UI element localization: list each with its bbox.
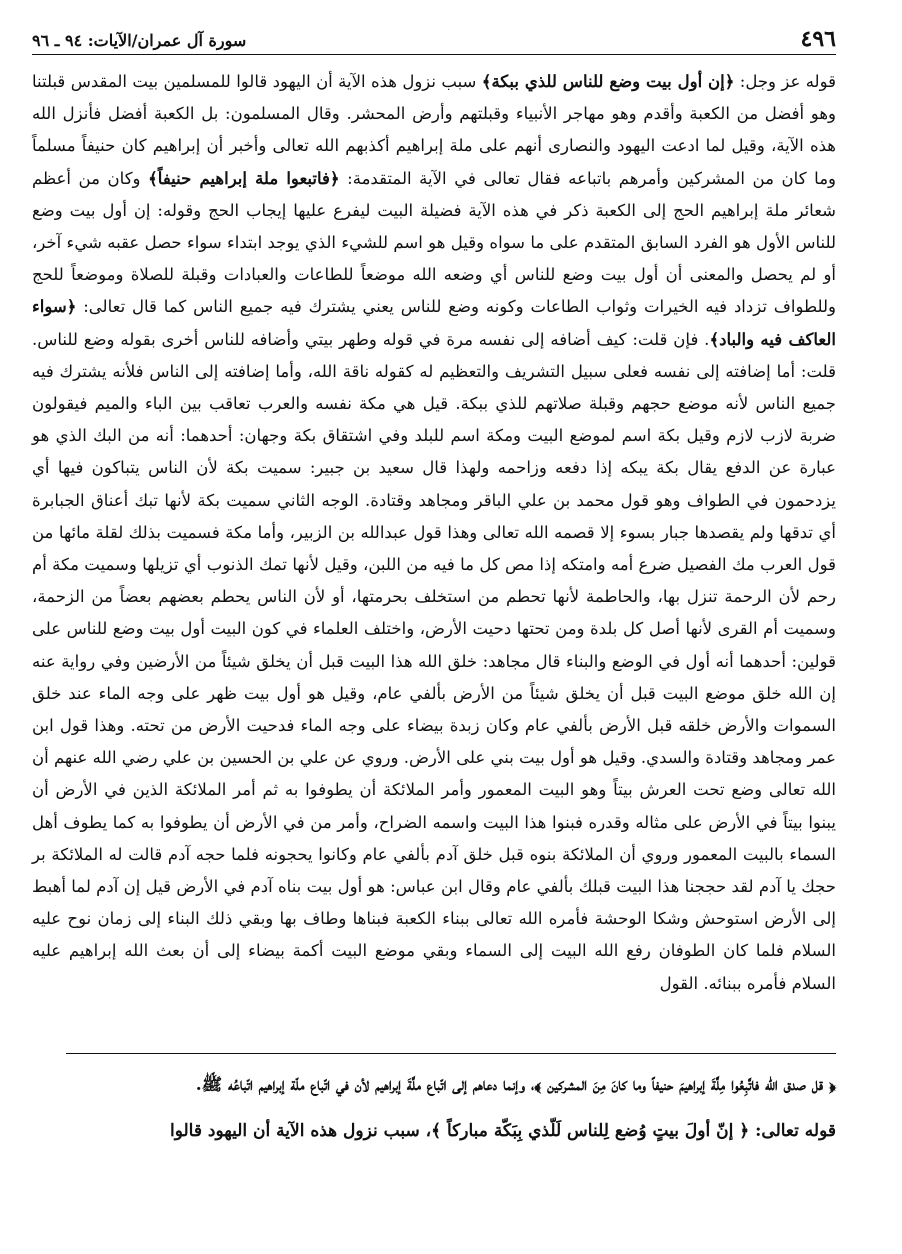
text-run: . فإن قلت: كيف أضافه إلى نفسه مرة في قوله وطهر بيتي وأضافه للناس أخرى بقوله وضع للناس. قلت: أما إضافته إلى نفسه فعلى سبيل التشريف والتعظيم له كقوله ناقة الله، وأما إضافته إلى الناس فلأنه يشترك فيه جميع الناس لأنه موضع حجهم وقبلة صلاتهم للذي ببكة. قيل هي مكة نفسه والعرب تعاقب بين الباء والميم فيقولون ضربة لازب لازم وقيل بكة اسم لموضع البيت ومكة اسم للبلد وفي اشتقاق بكة وجهان: أحدهما: أنه من البك الذي هو عبارة عن الدفع يقال بكة يبكه إذا دفعه وزاحمه ولهذا قال سعيد بن جبير: سميت بكة لأن الناس يتباكون فيها أي يزدحمون في الطواف وهو قول محمد بن علي الباقر ومجاهد وقتادة. الوجه الثاني سميت بكة لأنها تبك أعناق الجبابرة أي تدقها ولم يقصدها جبار بسوء إلا قصمه الله تعالى وهذا قول عبدالله بن الزبير، وأما مكة فسميت بذلك لقلة مائها من قول العرب مك الفصيل ضرع أمه وامتكه إذا مص كل ما فيه من اللبن، وقيل لأنها تمك الذنوب أي تزيلها وسميت مكة أم رحم لأن الرحمة تنزل بها، والحاطمة لأنها تحطم من استخلف بحرمتها، أو لأن الناس يحطم بعضهم بعضاً من الزحمة، وسميت أم القرى لأنها أصل كل بلدة ومن تحتها دحيت الأرض، واختلف العلماء في كون البيت أول بيت وضع للناس على قولين: أحدهما أنه أول في الوضع والبناء قال مجاهد: خلق الله هذا البيت قبل أن يخلق شيئاً من الأرضين وفي رواية عنه إن الله خلق موضع البيت قبل أن يخلق شيئاً من الأرض بألفي عام، وقيل هو أول بيت ظهر على وجه الماء عند خلق السموات والأرض خلقه قبل الأرض بألفي عام وكان زبدة بيضاء على وجه الماء فدحيت الأرض من تحته. وهذا قول ابن عمر ومجاهد وقتادة والسدي. وقيل هو أول بيت بني على الأرض. وروي عن علي بن الحسين بن علي رضي الله عنهم أن الله تعالى وضع تحت العرش بيتاً وهو البيت المعمور وأمر الملائكة أن يطوفوا به ثم أمر الملائكة الذين في الأرض أن يبنوا بيتاً في الأرض على مثاله وقدره فبنوا هذا البيت واسمه الضراح، وأمر من في الأرض أن يطوفوا به كما يطوف أهل السماء بالبيت المعمور وروي أن الملائكة بنوه قبل خلق آدم بألفي عام وكانوا يحجونه فلما حجه آدم قالت له الملائكة بر حجك يا آدم لقد حججنا هذا البيت قبلك بألفي عام وقال ابن عباس: هو أول بيت بناه آدم في الأرض قيل إن آدم لما أهبط إلى الأرض استوحش وشكا الوحشة فأمره الله تعالى ببناء الكعبة فبناها وطاف بها وبقي ذلك البناء إلى زمان نوح عليه السلام فلما كان الطوفان رفع الله البيت إلى السماء وبقي موضع البيت أكمة بيضاء إلى أن بعث الله إبراهيم عليه السلام فأمره ببنائه. القول — [32, 329, 836, 993]
quran-verse: ﴿إن أول بيت وضع للناس للذي ببكة﴾ — [481, 72, 735, 91]
footnote-2: قوله تعالى: ﴿ إنّ أولَ بيتٍ وُضع لِلناس لَلّذي بِبَكّة مباركاً ﴾، سبب نزول هذه الآية أن اليهود قالوا — [169, 1121, 836, 1141]
footnotes — [32, 1068, 836, 1160]
text-run: وكان من أعظم شعائر ملة إبراهيم الحج إلى الكعبة ذكر في هذه الآية فضيلة البيت ليفرع عليها إيجاب الحج وقوله: إن أول بيت وضع للناس الأول هو الفرد السابق المتقدم على ما سواه وقيل هو اسم للشيء الذي يوجد ابتداء سواء حصل عقبه شيء آخر، أو لم يحصل والمعنى أن أول بيت وضع للناس أي وضعه الله موضعاً للطاعات والعبادات وقبلة للصلاة وموضعاً للحج وللطواف تزداد فيه الخيرات وثواب الطاعات وكونه وضع للناس يعني يشترك فيه جميع الناس كما قال تعالى: — [32, 168, 836, 317]
quran-verse: ﴿سواء العاكف فيه والباد﴾ — [32, 297, 836, 349]
page-header — [32, 22, 836, 55]
quran-verse: ﴿فاتبعوا ملة إبراهيم حنيفاً﴾ — [148, 168, 340, 188]
main-text — [32, 66, 836, 1000]
page-number: ٤٩٦ — [800, 26, 836, 52]
footnote-1: ﴿ قل صدق الله فاتَّبِعُوا مِلَّةَ إبراهيمَ حنيفاً وما كانَ مِنَ المشركين ﴾، وإنما دعاهم إلى اتّباع ملَّةَ إبراهيم لأن في اتّباع ملّة إبراهيم اتّباعُه ﷺ. — [195, 1075, 836, 1095]
text-run: قوله عز وجل: — [734, 72, 837, 91]
main-paragraph — [32, 66, 836, 1000]
running-title: سورة آل عمران/الآيات: ٩٤ ـ ٩٦ — [32, 31, 247, 50]
text-run: سبب نزول هذه الآية أن اليهود قالوا للمسلمين بيت المقدس قبلتنا وهو أفضل من الكعبة وأقدم وهو مهاجر الأنبياء وقبلتهم وأرض المحشر. وقال المسلمون: بل الكعبة أفضل فأنزل الله هذه الآية، وقيل لما ادعت اليهود والنصارى أنهم على ملة إبراهيم أكذبهم الله تعالى وأخبر أن إبراهيم كان حنيفاً مسلماً وما كان من المشركين وأمرهم باتباعه فقال تعالى في الآية المتقدمة: — [32, 72, 836, 188]
footnote-divider — [66, 1053, 836, 1054]
